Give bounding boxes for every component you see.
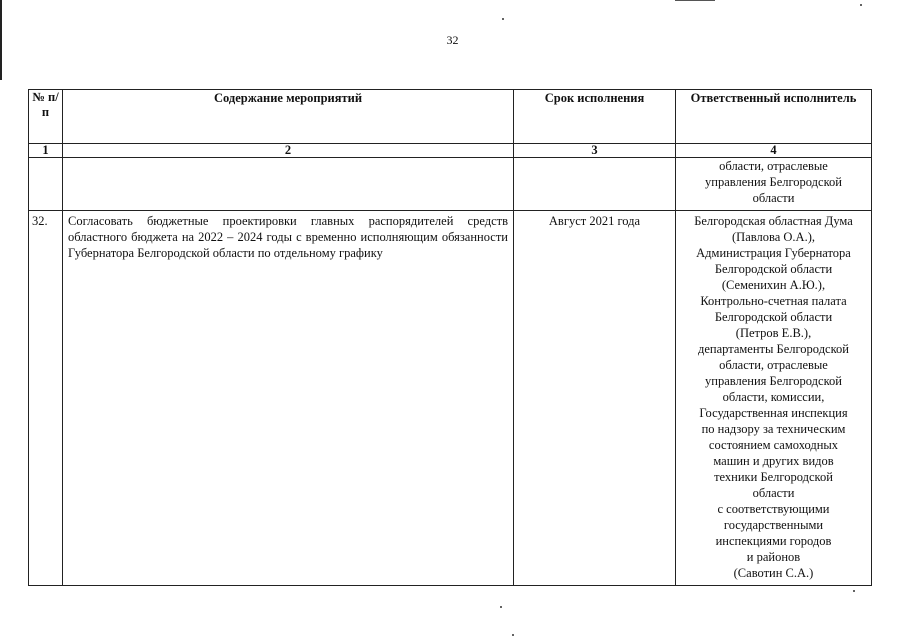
responsible-line: (Павлова О.А.), (732, 230, 815, 244)
row-number: 32. (29, 211, 63, 586)
column-number: 3 (514, 144, 676, 158)
row-responsible (676, 211, 872, 586)
responsible-line: состоянием самоходных (708, 438, 839, 452)
continuation-row (29, 158, 872, 211)
column-number: 4 (676, 144, 872, 158)
header-num: № п/п (29, 90, 63, 144)
responsible-line: техники Белгородской (714, 470, 833, 484)
responsible-line: области (752, 191, 795, 205)
responsible-line: государственными (723, 518, 824, 532)
responsible-line: и районов (746, 550, 801, 564)
responsible-line: Белгородская областная Дума (694, 214, 853, 228)
responsible-line: области, отраслевые (719, 358, 828, 372)
scan-speck (853, 590, 855, 592)
scan-speck (500, 606, 502, 608)
continuation-responsible-cell (676, 158, 872, 211)
table-row (29, 211, 872, 586)
responsible-line: с соответствующими (717, 502, 830, 516)
responsible-line: Контрольно-счетная палата (700, 294, 847, 308)
scan-speck (512, 634, 514, 636)
responsible-line: области (752, 486, 795, 500)
responsible-line: Белгородской области (714, 310, 833, 324)
scan-speck (860, 4, 862, 6)
row-deadline: Август 2021 года (514, 211, 676, 586)
continuation-num-cell (29, 158, 63, 211)
responsible-line: управления Белгородской (705, 374, 842, 388)
events-table (28, 89, 872, 586)
header-responsible: Ответственный исполнитель (676, 90, 872, 144)
scan-speck (502, 18, 504, 20)
table-header-row (29, 90, 872, 144)
column-number: 2 (63, 144, 514, 158)
row-content: Согласовать бюджетные проектировки главных распорядителей средств областного бюджета на 2022 – 2024 годы с временно исполняющим обязанности Губернатора Белгородской области по отдельному графику (63, 211, 514, 586)
responsible-line: департаменты Белгородской (698, 342, 849, 356)
responsible-line: управления Белгородской (705, 175, 842, 189)
responsible-line: (Савотин С.А.) (733, 566, 814, 580)
continuation-content-cell (63, 158, 514, 211)
responsible-line: (Петров Е.В.), (735, 326, 812, 340)
top-scan-mark (675, 0, 715, 1)
continuation-deadline-cell (514, 158, 676, 211)
page-number: 32 (446, 33, 459, 47)
header-content: Содержание мероприятий (63, 90, 514, 144)
column-number: 1 (29, 144, 63, 158)
responsible-line: Белгородской области (714, 262, 833, 276)
responsible-line: области, комиссии, (722, 390, 825, 404)
responsible-line: по надзору за техническим (701, 422, 846, 436)
responsible-line: инспекциями городов (715, 534, 832, 548)
responsible-line: Администрация Губернатора (696, 246, 851, 260)
responsible-line: области, отраслевые (719, 159, 828, 173)
responsible-line: машин и других видов (713, 454, 834, 468)
responsible-line: Государственная инспекция (699, 406, 848, 420)
header-deadline: Срок исполнения (514, 90, 676, 144)
column-number-row (29, 144, 872, 158)
responsible-line: (Семенихин А.Ю.), (721, 278, 826, 292)
